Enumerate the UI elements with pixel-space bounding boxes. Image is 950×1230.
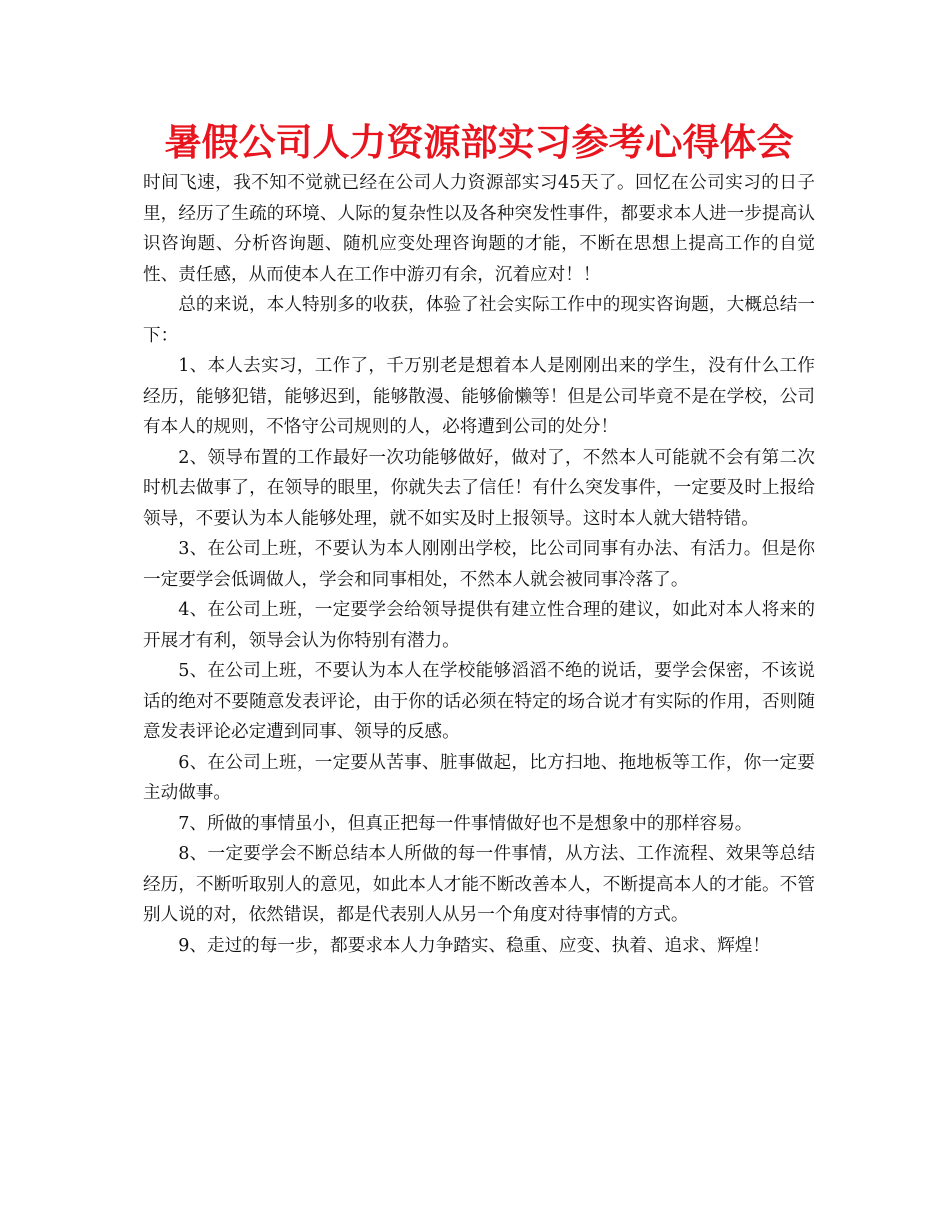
paragraph-point-3: 3、在公司上班，不要认为本人刚刚出学校，比公司同事有办法、有活力。但是你一定要学会低调做人，学会和同事相处，不然本人就会被同事冷落了。: [143, 539, 815, 590]
document-page: [143, 118, 815, 961]
paragraph-point-5: 5、在公司上班，不要认为本人在学校能够滔滔不绝的说话，要学会保密，不该说话的绝对不要随意发表评论，由于你的话必须在特定的场合说才有实际的作用，否则随意发表评论必定遭到同事、领导的反感。: [143, 661, 815, 742]
paragraph-point-1: 1、本人去实习，工作了，千万别老是想着本人是刚刚出来的学生，没有什么工作经历，能够犯错，能够迟到，能够散漫、能够偷懒等！但是公司毕竟不是在学校，公司有本人的规则，不恪守公司规则的人，必将遭到公司的处分！: [143, 356, 815, 437]
paragraph-point-2: 2、领导布置的工作最好一次功能够做好，做对了，不然本人可能就不会有第二次时机去做事了，在领导的眼里，你就失去了信任！有什么突发事件，一定要及时上报给领导，不要认为本人能够处理，就不如实及时上报领导。这时本人就大错特错。: [143, 447, 815, 529]
paragraph-intro: 时间飞速，我不知不觉就已经在公司人力资源部实习45天了。回忆在公司实习的日子里，经历了生疏的环境、人际的复杂性以及各种突发性事件，都要求本人进一步提高认识咨询题、分析咨询题、随机应变处理咨询题的才能，不断在思想上提高工作的自觉性、责任感，从而使本人在工作中游刃有余，沉着应对！！: [143, 173, 815, 285]
paragraph-point-4: 4、在公司上班，一定要学会给领导提供有建立性合理的建议，如此对本人将来的开展才有利，领导会认为你特别有潜力。: [143, 600, 815, 651]
paragraph-summary: 总的来说，本人特别多的收获，体验了社会实际工作中的现实咨询题，大概总结一下：: [143, 295, 815, 346]
document-title: 暑假公司人力资源部实习参考心得体会: [164, 121, 794, 164]
paragraph-point-6: 6、在公司上班，一定要从苦事、脏事做起，比方扫地、拖地板等工作，你一定要主动做事。: [143, 752, 815, 803]
paragraph-point-8: 8、一定要学会不断总结本人所做的每一件事情，从方法、工作流程、效果等总结经历，不断听取别人的意见，如此本人才能不断改善本人，不断提高本人的才能。不管别人说的对，依然错误，都是代表别人从另一个角度对待事情的方式。: [143, 844, 815, 925]
paragraph-point-7: 7、所做的事情虽小，但真正把每一件事情做好也不是想象中的那样容易。: [178, 813, 753, 834]
paragraph-point-9: 9、走过的每一步，都要求本人力争踏实、稳重、应变、执着、追求、辉煌！: [178, 935, 770, 956]
